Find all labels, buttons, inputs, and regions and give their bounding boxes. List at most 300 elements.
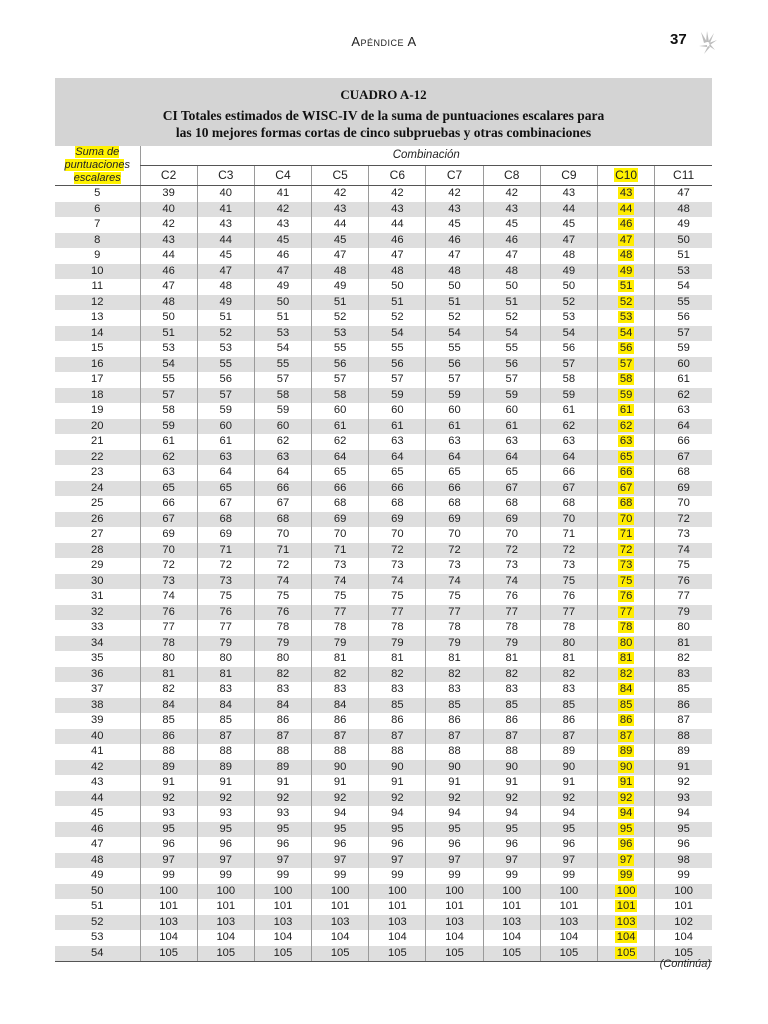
iq-value-cell: 47 — [426, 248, 483, 264]
c10-value-cell: 48 — [598, 248, 655, 264]
iq-value-cell: 45 — [254, 233, 311, 249]
c10-value-cell: 77 — [598, 605, 655, 621]
iq-value-cell: 104 — [312, 930, 369, 946]
sum-value-cell: 43 — [91, 776, 104, 789]
iq-value-cell: 97 — [483, 853, 540, 869]
iq-value-cell: 48 — [483, 264, 540, 280]
iq-value-cell: 48 — [540, 248, 597, 264]
sum-value-cell: 26 — [55, 512, 140, 528]
iq-value-cell: 61 — [197, 434, 254, 450]
sum-value-cell: 19 — [91, 404, 104, 417]
iq-value-cell: 52 — [312, 310, 369, 326]
table-row — [55, 496, 712, 512]
iq-value-cell: 99 — [197, 868, 254, 884]
c10-value-cell: 100 — [598, 884, 655, 900]
iq-value-cell: 45 — [197, 248, 254, 264]
iq-value-cell: 96 — [540, 837, 597, 853]
table-row — [55, 899, 712, 915]
iq-value-cell: 65 — [426, 465, 483, 481]
iq-value-cell: 87 — [197, 729, 254, 745]
table-row — [55, 512, 712, 528]
iq-value-cell: 88 — [655, 729, 712, 745]
sum-value-cell: 32 — [55, 605, 140, 621]
iq-value-cell: 42 — [140, 217, 197, 233]
iq-value-cell: 67 — [197, 496, 254, 512]
iq-value-cell: 91 — [540, 775, 597, 791]
iq-value-cell: 96 — [254, 837, 311, 853]
iq-value-cell: 99 — [655, 868, 712, 884]
sum-value-cell: 22 — [55, 450, 140, 466]
iq-value-cell: 83 — [312, 682, 369, 698]
iq-value-cell: 94 — [655, 806, 712, 822]
iq-value-cell: 78 — [540, 620, 597, 636]
iq-value-cell: 81 — [655, 636, 712, 652]
iq-value-cell: 71 — [540, 527, 597, 543]
iq-value-cell: 79 — [426, 636, 483, 652]
iq-value-cell: 48 — [140, 295, 197, 311]
iq-value-cell: 103 — [254, 915, 311, 931]
iq-value-cell: 55 — [369, 341, 426, 357]
iq-value-cell: 63 — [426, 434, 483, 450]
iq-value-cell: 66 — [140, 496, 197, 512]
iq-value-cell: 92 — [369, 791, 426, 807]
c10-value-cell: 71 — [598, 527, 655, 543]
iq-value-cell: 82 — [540, 667, 597, 683]
iq-value-cell: 48 — [312, 264, 369, 280]
table-row — [55, 186, 712, 202]
table-row — [55, 698, 712, 714]
iq-value-cell: 82 — [426, 667, 483, 683]
iq-value-cell: 42 — [483, 186, 540, 202]
iq-value-cell: 82 — [312, 667, 369, 683]
c10-value-cell: 47 — [598, 233, 655, 249]
iq-value-cell: 75 — [426, 589, 483, 605]
iq-value-cell: 43 — [312, 202, 369, 218]
column-header-c2: C2 — [140, 165, 197, 185]
iq-value-cell: 76 — [655, 574, 712, 590]
continued-note: (Continúa) — [659, 958, 711, 970]
c10-value-cell: 87 — [598, 729, 655, 745]
iq-value-cell: 43 — [254, 217, 311, 233]
iq-value-cell: 86 — [140, 729, 197, 745]
c10-value-cell: 105 — [598, 946, 655, 962]
iq-value-cell: 95 — [540, 822, 597, 838]
iq-value-cell: 70 — [655, 496, 712, 512]
iq-value-cell: 61 — [426, 419, 483, 435]
iq-value-cell: 53 — [655, 264, 712, 280]
iq-value-cell: 57 — [197, 388, 254, 404]
running-head — [0, 34, 768, 49]
sum-value-cell: 25 — [91, 497, 104, 510]
iq-value-cell: 82 — [655, 651, 712, 667]
iq-value-cell: 44 — [540, 202, 597, 218]
iq-value-cell: 91 — [483, 775, 540, 791]
iq-value-cell: 79 — [483, 636, 540, 652]
iq-value-cell: 80 — [540, 636, 597, 652]
iq-value-cell: 59 — [254, 403, 311, 419]
iq-value-cell: 83 — [655, 667, 712, 683]
iq-value-cell: 79 — [312, 636, 369, 652]
iq-value-cell: 66 — [426, 481, 483, 497]
iq-value-cell: 104 — [140, 930, 197, 946]
c10-value-cell: 80 — [598, 636, 655, 652]
sum-header-line-3: escalares — [73, 172, 121, 184]
iq-value-cell: 57 — [655, 326, 712, 342]
iq-value-cell: 68 — [369, 496, 426, 512]
iq-value-cell: 44 — [140, 248, 197, 264]
iq-value-cell: 79 — [655, 605, 712, 621]
iq-value-cell: 101 — [655, 899, 712, 915]
table-row — [55, 744, 712, 760]
iq-value-cell: 94 — [369, 806, 426, 822]
iq-value-cell: 90 — [312, 760, 369, 776]
sum-value-cell: 42 — [55, 760, 140, 776]
iq-value-cell: 61 — [312, 419, 369, 435]
c10-value-cell: 91 — [598, 775, 655, 791]
iq-value-cell: 59 — [483, 388, 540, 404]
iq-value-cell: 47 — [140, 279, 197, 295]
iq-value-cell: 55 — [312, 341, 369, 357]
iq-value-cell: 99 — [369, 868, 426, 884]
iq-value-cell: 91 — [140, 775, 197, 791]
iq-value-cell: 60 — [655, 357, 712, 373]
iq-value-cell: 60 — [197, 419, 254, 435]
iq-value-cell: 65 — [140, 481, 197, 497]
iq-value-cell: 100 — [140, 884, 197, 900]
iq-value-cell: 80 — [140, 651, 197, 667]
iq-value-cell: 73 — [312, 558, 369, 574]
iq-value-cell: 43 — [426, 202, 483, 218]
iq-value-cell: 48 — [426, 264, 483, 280]
c10-value-cell: 92 — [598, 791, 655, 807]
iq-value-cell: 53 — [254, 326, 311, 342]
iq-value-cell: 103 — [483, 915, 540, 931]
iq-value-cell: 78 — [426, 620, 483, 636]
iq-value-cell: 104 — [197, 930, 254, 946]
sum-header-line-1: Suma de — [75, 146, 120, 158]
iq-value-cell: 45 — [483, 217, 540, 233]
iq-value-cell: 66 — [254, 481, 311, 497]
iq-value-cell: 81 — [426, 651, 483, 667]
column-header-c3: C3 — [197, 165, 254, 185]
iq-value-cell: 51 — [312, 295, 369, 311]
iq-value-cell: 92 — [426, 791, 483, 807]
iq-value-cell: 85 — [483, 698, 540, 714]
iq-value-cell: 70 — [483, 527, 540, 543]
table-row — [55, 527, 712, 543]
c10-value-cell: 90 — [598, 760, 655, 776]
iq-value-cell: 101 — [369, 899, 426, 915]
iq-value-cell: 63 — [540, 434, 597, 450]
iq-value-cell: 56 — [426, 357, 483, 373]
table-row — [55, 295, 712, 311]
iq-value-cell: 49 — [655, 217, 712, 233]
c10-value-cell: 96 — [598, 837, 655, 853]
sum-value-cell: 9 — [94, 249, 101, 262]
sum-value-cell: 12 — [55, 295, 140, 311]
column-header-c10: C10 — [598, 165, 655, 185]
c10-value-cell: 72 — [598, 543, 655, 559]
iq-value-cell: 62 — [254, 434, 311, 450]
iq-value-cell: 55 — [655, 295, 712, 311]
iq-value-cell: 51 — [483, 295, 540, 311]
iq-value-cell: 86 — [540, 713, 597, 729]
iq-value-cell: 56 — [483, 357, 540, 373]
iq-value-cell: 99 — [426, 868, 483, 884]
iq-value-cell: 60 — [483, 403, 540, 419]
sum-value-cell: 23 — [91, 466, 104, 479]
c10-value-cell: 56 — [598, 341, 655, 357]
sum-value-cell: 44 — [55, 791, 140, 807]
iq-value-cell: 59 — [426, 388, 483, 404]
iq-value-cell: 47 — [540, 233, 597, 249]
c10-value-cell: 86 — [598, 713, 655, 729]
iq-value-cell: 62 — [540, 419, 597, 435]
sum-value-cell: 30 — [55, 574, 140, 590]
iq-value-cell: 101 — [483, 899, 540, 915]
iq-value-cell: 99 — [140, 868, 197, 884]
iq-value-cell: 99 — [540, 868, 597, 884]
table-row — [55, 667, 712, 683]
sum-value-cell: 20 — [55, 419, 140, 435]
iq-value-cell: 86 — [312, 713, 369, 729]
iq-value-cell: 59 — [655, 341, 712, 357]
iq-value-cell: 72 — [426, 543, 483, 559]
iq-value-cell: 87 — [369, 729, 426, 745]
c10-value-cell: 63 — [598, 434, 655, 450]
iq-value-cell: 78 — [254, 620, 311, 636]
iq-value-cell: 47 — [655, 186, 712, 202]
iq-value-cell: 74 — [312, 574, 369, 590]
iq-value-cell: 54 — [540, 326, 597, 342]
iq-value-cell: 49 — [540, 264, 597, 280]
iq-value-cell: 74 — [426, 574, 483, 590]
iq-value-cell: 68 — [483, 496, 540, 512]
iq-value-cell: 85 — [540, 698, 597, 714]
iq-value-cell: 86 — [254, 713, 311, 729]
iq-value-cell: 64 — [540, 450, 597, 466]
iq-value-cell: 86 — [369, 713, 426, 729]
sum-value-cell: 53 — [91, 931, 104, 944]
sum-value-cell: 41 — [91, 745, 104, 758]
iq-value-cell: 104 — [254, 930, 311, 946]
iq-value-cell: 84 — [140, 698, 197, 714]
iq-value-cell: 89 — [140, 760, 197, 776]
iq-value-cell: 78 — [483, 620, 540, 636]
column-header-c8: C8 — [483, 165, 540, 185]
iq-value-cell: 94 — [312, 806, 369, 822]
table-row — [55, 822, 712, 838]
c10-value-cell: 78 — [598, 620, 655, 636]
table-title-box — [55, 78, 712, 146]
table-row — [55, 713, 712, 729]
column-header-c4: C4 — [254, 165, 311, 185]
iq-value-cell: 45 — [312, 233, 369, 249]
iq-value-cell: 103 — [197, 915, 254, 931]
sum-value-cell: 34 — [55, 636, 140, 652]
table-row — [55, 264, 712, 280]
sum-scaled-scores-header — [55, 146, 140, 186]
iq-value-cell: 103 — [369, 915, 426, 931]
iq-value-cell: 49 — [312, 279, 369, 295]
running-head-text: Apéndice A — [351, 34, 417, 49]
iq-value-cell: 79 — [254, 636, 311, 652]
c10-value-cell: 43 — [598, 186, 655, 202]
iq-value-cell: 58 — [540, 372, 597, 388]
iq-value-cell: 100 — [254, 884, 311, 900]
iq-value-cell: 91 — [426, 775, 483, 791]
iq-value-cell: 43 — [540, 186, 597, 202]
iq-value-cell: 74 — [140, 589, 197, 605]
iq-value-cell: 97 — [312, 853, 369, 869]
c10-value-cell: 68 — [598, 496, 655, 512]
iq-value-cell: 69 — [369, 512, 426, 528]
iq-value-cell: 81 — [140, 667, 197, 683]
iq-value-cell: 47 — [197, 264, 254, 280]
iq-value-cell: 75 — [540, 574, 597, 590]
iq-value-cell: 50 — [655, 233, 712, 249]
iq-value-cell: 77 — [426, 605, 483, 621]
iq-value-cell: 101 — [540, 899, 597, 915]
iq-value-cell: 95 — [312, 822, 369, 838]
iq-value-cell: 95 — [140, 822, 197, 838]
iq-value-cell: 63 — [369, 434, 426, 450]
iq-value-cell: 69 — [140, 527, 197, 543]
iq-value-cell: 89 — [655, 744, 712, 760]
iq-value-cell: 88 — [140, 744, 197, 760]
sum-value-cell: 48 — [55, 853, 140, 869]
iq-value-cell: 55 — [483, 341, 540, 357]
iq-value-cell: 76 — [254, 605, 311, 621]
table-row — [55, 543, 712, 559]
iq-value-cell: 93 — [197, 806, 254, 822]
iq-value-cell: 96 — [483, 837, 540, 853]
iq-value-cell: 61 — [540, 403, 597, 419]
sum-header-line-2: puntuacione — [64, 159, 125, 171]
iq-value-cell: 64 — [483, 450, 540, 466]
iq-value-cell: 62 — [140, 450, 197, 466]
table-row — [55, 341, 712, 357]
c10-value-cell: 89 — [598, 744, 655, 760]
iq-value-cell: 92 — [254, 791, 311, 807]
iq-value-cell: 63 — [254, 450, 311, 466]
sum-value-cell: 14 — [55, 326, 140, 342]
c10-value-cell: 65 — [598, 450, 655, 466]
iq-value-cell: 41 — [197, 202, 254, 218]
iq-value-cell: 47 — [483, 248, 540, 264]
table-number: CUADRO A-12 — [340, 87, 427, 102]
iq-value-cell: 53 — [197, 341, 254, 357]
iq-value-cell: 73 — [426, 558, 483, 574]
iq-value-cell: 101 — [254, 899, 311, 915]
column-header-c7: C7 — [426, 165, 483, 185]
iq-estimates-table — [55, 146, 712, 962]
sum-value-cell: 47 — [91, 838, 104, 851]
iq-value-cell: 64 — [369, 450, 426, 466]
iq-value-cell: 65 — [483, 465, 540, 481]
sum-value-cell: 24 — [55, 481, 140, 497]
iq-value-cell: 70 — [426, 527, 483, 543]
iq-value-cell: 83 — [426, 682, 483, 698]
c10-value-cell: 54 — [598, 326, 655, 342]
table-row — [55, 248, 712, 264]
sum-value-cell: 54 — [55, 946, 140, 962]
iq-value-cell: 54 — [655, 279, 712, 295]
iq-value-cell: 58 — [312, 388, 369, 404]
iq-value-cell: 44 — [369, 217, 426, 233]
iq-value-cell: 69 — [483, 512, 540, 528]
c10-value-cell: 82 — [598, 667, 655, 683]
iq-value-cell: 89 — [197, 760, 254, 776]
iq-value-cell: 85 — [655, 682, 712, 698]
iq-value-cell: 70 — [140, 543, 197, 559]
iq-value-cell: 50 — [426, 279, 483, 295]
iq-value-cell: 78 — [140, 636, 197, 652]
iq-value-cell: 60 — [369, 403, 426, 419]
iq-value-cell: 95 — [369, 822, 426, 838]
iq-value-cell: 97 — [254, 853, 311, 869]
iq-value-cell: 101 — [312, 899, 369, 915]
sum-value-cell: 45 — [91, 807, 104, 820]
iq-value-cell: 94 — [483, 806, 540, 822]
iq-value-cell: 88 — [312, 744, 369, 760]
sum-value-cell: 31 — [91, 590, 104, 603]
c10-value-cell: 66 — [598, 465, 655, 481]
iq-value-cell: 71 — [254, 543, 311, 559]
iq-value-cell: 84 — [312, 698, 369, 714]
sum-header-line-2-suffix: s — [124, 159, 130, 171]
table-row — [55, 806, 712, 822]
iq-value-cell: 100 — [655, 884, 712, 900]
iq-value-cell: 90 — [540, 760, 597, 776]
iq-value-cell: 52 — [197, 326, 254, 342]
iq-value-cell: 96 — [369, 837, 426, 853]
iq-value-cell: 73 — [540, 558, 597, 574]
iq-value-cell: 94 — [540, 806, 597, 822]
iq-value-cell: 85 — [197, 713, 254, 729]
sum-value-cell: 15 — [91, 342, 104, 355]
iq-value-cell: 72 — [540, 543, 597, 559]
iq-value-cell: 74 — [254, 574, 311, 590]
c10-value-cell: 51 — [598, 279, 655, 295]
table-row — [55, 620, 712, 636]
iq-value-cell: 76 — [540, 589, 597, 605]
iq-value-cell: 67 — [540, 481, 597, 497]
iq-value-cell: 54 — [140, 357, 197, 373]
iq-value-cell: 58 — [140, 403, 197, 419]
iq-value-cell: 79 — [197, 636, 254, 652]
iq-value-cell: 51 — [655, 248, 712, 264]
c10-value-cell: 67 — [598, 481, 655, 497]
table-body — [55, 186, 712, 962]
iq-value-cell: 105 — [540, 946, 597, 962]
iq-value-cell: 64 — [254, 465, 311, 481]
sum-value-cell: 49 — [91, 869, 104, 882]
iq-value-cell: 52 — [369, 310, 426, 326]
table-caption-line-1: CI Totales estimados de WISC-IV de la suma de puntuaciones escalares para — [162, 108, 605, 123]
iq-value-cell: 50 — [140, 310, 197, 326]
iq-value-cell: 95 — [254, 822, 311, 838]
iq-value-cell: 42 — [369, 186, 426, 202]
column-header-c5: C5 — [312, 165, 369, 185]
sum-value-cell: 17 — [91, 373, 104, 386]
iq-value-cell: 77 — [140, 620, 197, 636]
iq-value-cell: 98 — [655, 853, 712, 869]
iq-value-cell: 87 — [426, 729, 483, 745]
iq-value-cell: 54 — [483, 326, 540, 342]
table-row — [55, 233, 712, 249]
iq-value-cell: 83 — [197, 682, 254, 698]
